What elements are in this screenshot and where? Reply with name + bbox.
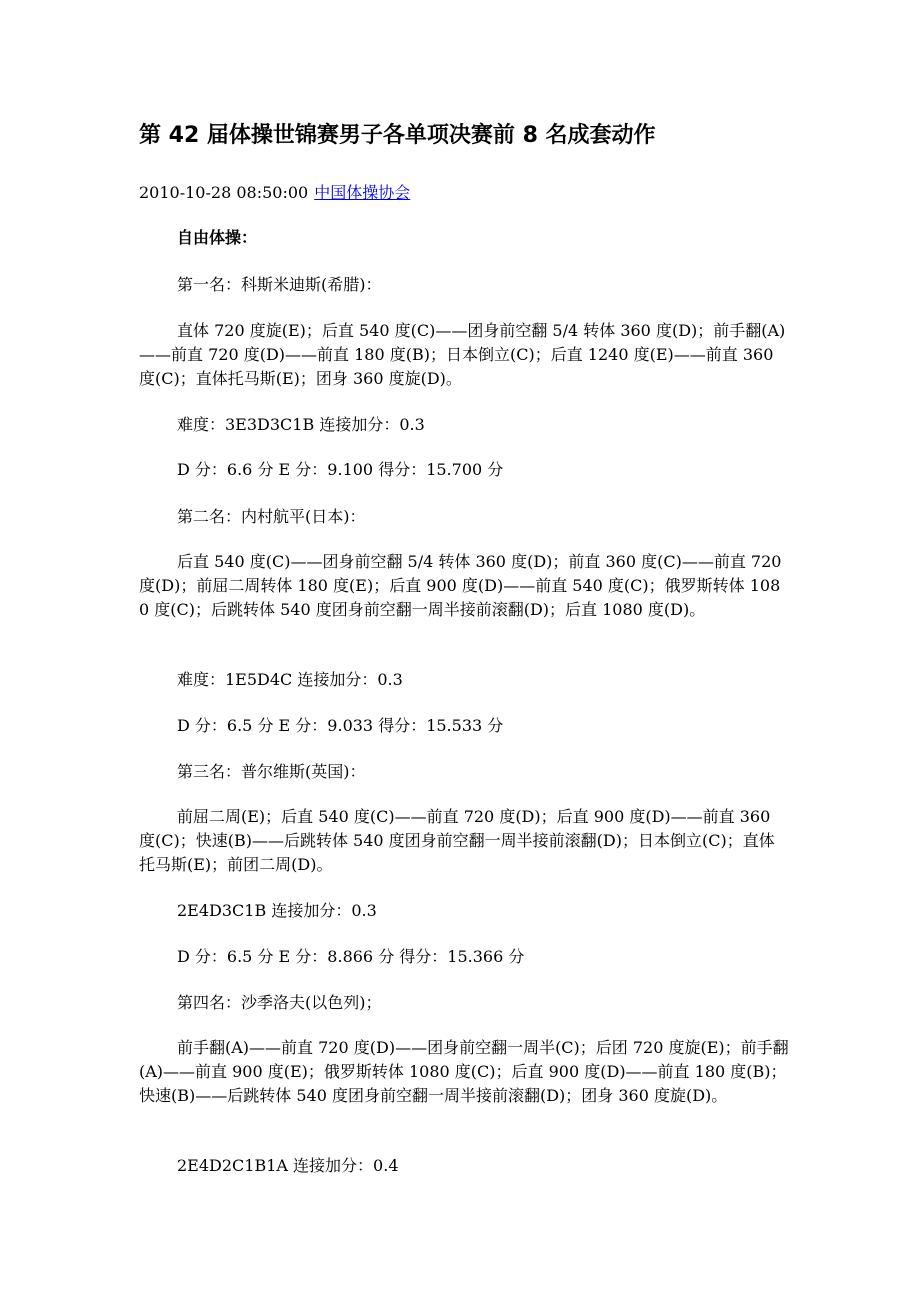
rank-2-difficulty: 难度：1E5D4C 连接加分：0.3 — [177, 670, 403, 689]
publish-date: 2010-10-28 08:50:00 — [139, 183, 309, 202]
article-title: 第 42 届体操世锦赛男子各单项决赛前 8 名成套动作 — [139, 123, 656, 148]
rank-4-routine: 前手翻(A)——前直 720 度(D)——团身前空翻一周半(C)；后团 720 度旋(E)；前手翻(A)——前直 900 度(E)；俄罗斯转体 1080 度(C)；后直 900 度(D)——前直 180 度(B)；快速(B)——后跳转体 540 度团身前空翻一周半接前滚翻(D)；团身 360 度旋(D)。 — [139, 1038, 789, 1105]
rank-3-difficulty: 2E4D3C1B 连接加分：0.3 — [177, 901, 377, 920]
rank-1-heading: 第一名：科斯米迪斯(希腊)： — [177, 275, 382, 294]
rank-1-scores: D 分：6.6 分 E 分：9.100 得分：15.700 分 — [177, 460, 504, 479]
section-heading: 自由体操： — [177, 228, 258, 247]
rank-2-routine: 后直 540 度(C)——团身前空翻 5/4 转体 360 度(D)；前直 360 度(C)——前直 720 度(D)；前屈二周转体 180 度(E)；后直 900 度(D)——前直 540 度(C)；俄罗斯转体 1080 度(C)；后跳转体 540 度团身前空翻一周半接前滚翻(D)；后直 1080 度(D)。 — [139, 552, 782, 619]
rank-3-routine: 前屈二周(E)；后直 540 度(C)——前直 720 度(D)；后直 900 度(D)——前直 360 度(C)；快速(B)——后跳转体 540 度团身前空翻一周半接前滚翻(D)；日本倒立(C)；直体托马斯(E)；前团二周(D)。 — [139, 807, 775, 874]
rank-3-scores: D 分：6.5 分 E 分：8.866 分 得分：15.366 分 — [177, 947, 525, 966]
rank-1-routine: 直体 720 度旋(E)；后直 540 度(C)——团身前空翻 5/4 转体 360 度(D)；前手翻(A)——前直 720 度(D)——前直 180 度(B)；日本倒立(C)；后直 1240 度(E)——前直 360 度(C)；直体托马斯(E)；团身 360 度旋(D)。 — [139, 321, 786, 388]
rank-4-heading: 第四名：沙季洛夫(以色列)； — [177, 993, 382, 1012]
source-link[interactable]: 中国体操协会 — [314, 183, 411, 202]
rank-2-scores: D 分：6.5 分 E 分：9.033 得分：15.533 分 — [177, 716, 504, 735]
rank-1-difficulty: 难度：3E3D3C1B 连接加分：0.3 — [177, 415, 425, 434]
rank-3-heading: 第三名：普尔维斯(英国)： — [177, 762, 366, 781]
article-meta — [139, 181, 410, 205]
rank-2-heading: 第二名：内村航平(日本)： — [177, 507, 366, 526]
rank-4-difficulty: 2E4D2C1B1A 连接加分：0.4 — [177, 1156, 399, 1175]
